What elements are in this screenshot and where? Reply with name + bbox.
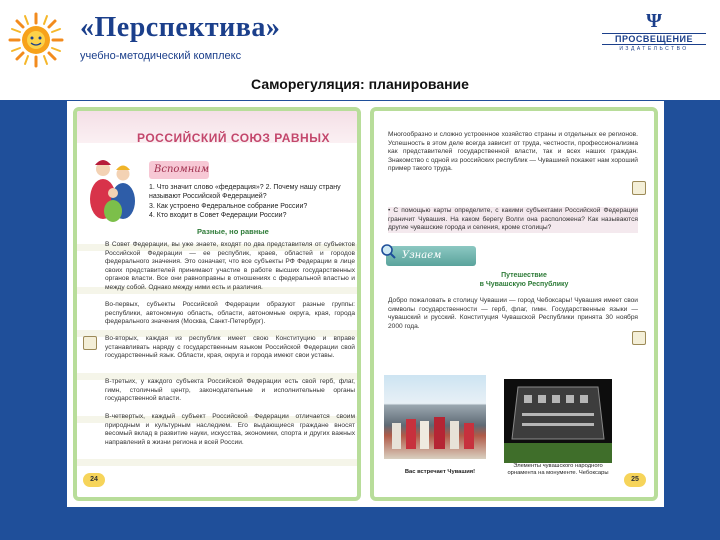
top-header	[0, 0, 720, 75]
publisher-mark-icon: Ψ	[646, 10, 662, 32]
sun-logo-icon	[8, 12, 64, 68]
slide-title: Саморегуляция: планирование	[251, 76, 469, 92]
task-text: • С помощью карты определите, с какими субъектами Российской Федерации граничит Чувашия. На каком берегу Волги она расположена? Как называются другие чувашские города и селения, кроме столицы?	[388, 207, 638, 232]
ornament-pattern	[504, 379, 612, 463]
publisher-tag: ИЗДАТЕЛЬСТВО	[619, 46, 689, 52]
textbook-spread	[67, 101, 664, 507]
travel-subtitle: в Чувашскую Республику	[479, 281, 569, 288]
travel-text: Добро пожаловать в столицу Чувашии — город Чебоксары! Чувашия имеет свои символы государственности — герб, флаг, гимн. Государственные языки — чувашский и русский. Конституция Чувашской Республики принята 30 ноября 2000 года.	[388, 297, 638, 330]
publisher-logo	[602, 10, 706, 54]
left-page	[73, 107, 361, 501]
brand-subtitle: учебно-методический комплекс	[80, 50, 242, 62]
map-icon	[632, 181, 646, 195]
ornament-monument-photo	[504, 379, 612, 463]
caption-ornament: Элементы чувашского народного орнамента на монументе. Чебоксары	[507, 463, 609, 476]
paragraph-3: Во-вторых, каждая из республик имеет свою Конституцию и вправе устанавливать наряду с государственным языком Российской Федерации свой государственный язык. Области, края, округа и города имеют свои уставы.	[105, 335, 355, 360]
paragraph-2: Во-первых, субъекты Российской Федерации образуют разные группы: республики, автономную область, области, автономные округа, края, города федерального значения (Москва, Санкт-Петербург).	[105, 301, 355, 326]
left-page-title: РОССИЙСКИЙ СОЮЗ РАВНЫХ	[137, 131, 330, 145]
brand-title: «Перспектива»	[80, 12, 281, 43]
recall-label: Вспомним	[149, 161, 209, 179]
welcome-photo	[384, 375, 486, 459]
page-number-right: 25	[624, 473, 646, 487]
learn-more-label: Узнаем подробнее	[386, 246, 476, 266]
book-icon	[632, 331, 646, 345]
paragraph-5: В-четвертых, каждый субъект Российской Федерации отличается своим природным и культурным наследием. Его выдающиеся граждане вносят весомый вклад в развитие науки, искусства, экономики, спорта и других важных направлений в жизни региона и всей России.	[105, 413, 355, 446]
folk-dolls-illustration	[85, 139, 143, 223]
question-1: 1. Что значит слово «федерация»? 2. Почему нашу страну называют Российской Федерацией?	[149, 184, 341, 201]
caption-welcome: Вас встречает Чувашия!	[404, 469, 476, 475]
travel-title: Путешествие	[501, 272, 547, 279]
question-2: 3. Как устроено Федеральное собрание России?	[149, 203, 308, 210]
page-number-left: 24	[83, 473, 105, 487]
question-3: 4. Кто входит в Совет Федерации России?	[149, 212, 287, 219]
intro-text: Многообразно и сложно устроенное хозяйство страны и отдельных ее регионов. Успешность в этом деле всегда зависит от труда, честности, профессионализма как представителей государственной власти, так и всех наших граждан. Знакомство с одной из российских республик — Чувашией покажет нам хороший пример такого труда.	[388, 131, 638, 173]
paragraph-1: В Совет Федерации, вы уже знаете, входят по два представителя от субъектов Российской Федерации — ее республик, краев, областей и городов федерального значения. Это означает, что все субъекты РФ Федерации в лице своих представителей принимают участие в работе высших государственных органов власти. Все они равноправны в отношениях с федеральной властью и между собой. Однако между ними есть и различия.	[105, 241, 355, 291]
welcome-photo-figures	[384, 375, 486, 459]
text-stripe	[77, 459, 357, 466]
publisher-name: ПРОСВЕЩЕНИЕ	[602, 33, 706, 45]
left-subheading: Разные, но равные	[197, 227, 269, 236]
magnifier-icon	[380, 243, 396, 259]
book-icon	[83, 336, 97, 350]
right-page	[370, 107, 658, 501]
paragraph-4: В-третьих, у каждого субъекта Российской Федерации есть свой герб, флаг, гимн, столичный центр, законодательные и исполнительные органы государственной власти.	[105, 378, 355, 403]
